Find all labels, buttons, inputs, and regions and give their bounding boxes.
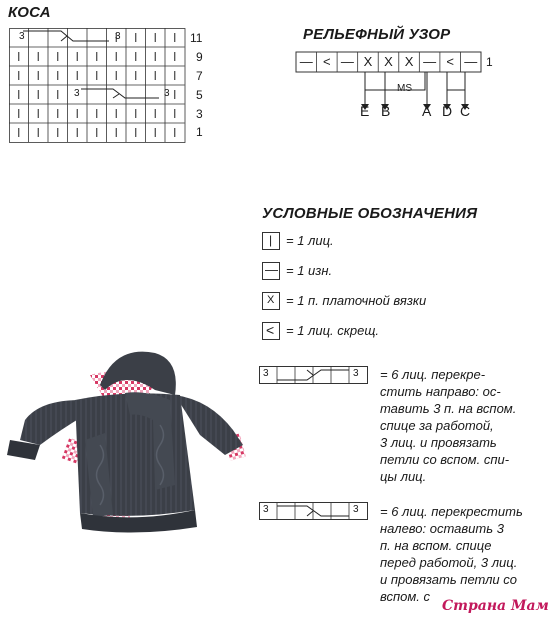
- description-line: стить направо: ос-: [380, 384, 501, 399]
- legend-text-knit: = 1 лиц.: [286, 233, 334, 248]
- relief-letter-c: C: [460, 103, 471, 119]
- description-line: спице за работой,: [380, 418, 494, 433]
- relief-ms-label: MS: [397, 83, 412, 94]
- relief-symbols-row: [296, 53, 481, 71]
- relief-stitch-symbol: —: [299, 54, 313, 69]
- description-line: налево: оставить 3: [380, 521, 504, 536]
- relief-stitch-symbol: —: [464, 54, 478, 69]
- description-line: вспом. с: [380, 589, 431, 604]
- relief-stitch-symbol: —: [340, 54, 354, 69]
- description-line: 3 лиц. и провязать: [380, 435, 497, 450]
- legend-text-crossed-knit: = 1 лиц. скрещ.: [286, 323, 380, 338]
- kosa-cable-cross-top: [23, 31, 109, 41]
- legend-title: УСЛОВНЫЕ ОБОЗНАЧЕНИЯ: [262, 205, 478, 222]
- kosa-cable-label-2: 3: [115, 31, 121, 42]
- legend-symbol-crossed-knit: <: [262, 322, 280, 340]
- legend-text-garter: = 1 п. платочной вязки: [286, 293, 427, 308]
- description-line: цы лиц.: [380, 469, 427, 484]
- kosa-row-number: 1: [196, 125, 203, 139]
- kosa-row-number: 5: [196, 88, 203, 102]
- legend-right-cross-label-2: 3: [353, 368, 359, 379]
- description-line: = 6 лиц. перекрестить: [380, 504, 523, 519]
- legend-right-cross-label-1: 3: [263, 368, 269, 379]
- site-watermark: Страна Мам: [442, 598, 549, 614]
- description-line: перед работой, 3 лиц.: [380, 555, 518, 570]
- relief-title: РЕЛЬЕФНЫЙ УЗОР: [303, 26, 451, 43]
- kosa-row-number: 11: [190, 31, 203, 45]
- kosa-cable-label-1: 3: [19, 31, 25, 42]
- relief-stitch-symbol: —: [423, 54, 437, 69]
- legend-symbol-knit: |: [262, 232, 280, 250]
- relief-stitch-symbol: X: [384, 54, 393, 69]
- legend-text-purl: = 1 изн.: [286, 263, 333, 278]
- description-line: тавить 3 п. на вспом.: [380, 401, 517, 416]
- relief-stitch-symbol: <: [446, 54, 454, 69]
- relief-letter-e: E: [360, 103, 370, 119]
- legend-left-cross-label-2: 3: [353, 504, 359, 515]
- relief-letter-d: D: [442, 103, 453, 119]
- kosa-grid-frame: [10, 29, 186, 143]
- legend-left-cross-description: [380, 503, 548, 605]
- relief-stitch-symbol: X: [363, 54, 373, 69]
- relief-letter-a: A: [422, 103, 432, 119]
- relief-stitch-symbol: X: [404, 54, 414, 69]
- description-line: и провязать петли со: [380, 572, 517, 587]
- kosa-chart-grid: [9, 28, 187, 143]
- description-line: петли со вспом. спи-: [380, 452, 510, 467]
- kosa-row-number: 9: [196, 50, 203, 64]
- description-line: п. на вспом. спице: [380, 538, 492, 553]
- kosa-row-number: 3: [196, 107, 203, 121]
- legend-symbol-purl: —: [262, 262, 280, 280]
- relief-letter-b: B: [381, 103, 391, 119]
- hooded-jacket-photo: [5, 345, 255, 545]
- description-line: = 6 лиц. перекре-: [380, 367, 486, 382]
- legend-right-cross-description: [380, 366, 545, 485]
- relief-row-number: 1: [486, 55, 493, 69]
- legend-left-cross-label-1: 3: [263, 504, 269, 515]
- kosa-title: КОСА: [8, 4, 51, 21]
- kosa-cable-label-3: 3: [74, 88, 80, 99]
- relief-stitch-symbol: <: [323, 54, 331, 69]
- legend-symbol-garter: X: [262, 292, 280, 310]
- kosa-cable-label-4: 3: [164, 88, 170, 99]
- kosa-row-number: 7: [196, 69, 203, 83]
- kosa-cable-cross-bottom: [81, 89, 159, 98]
